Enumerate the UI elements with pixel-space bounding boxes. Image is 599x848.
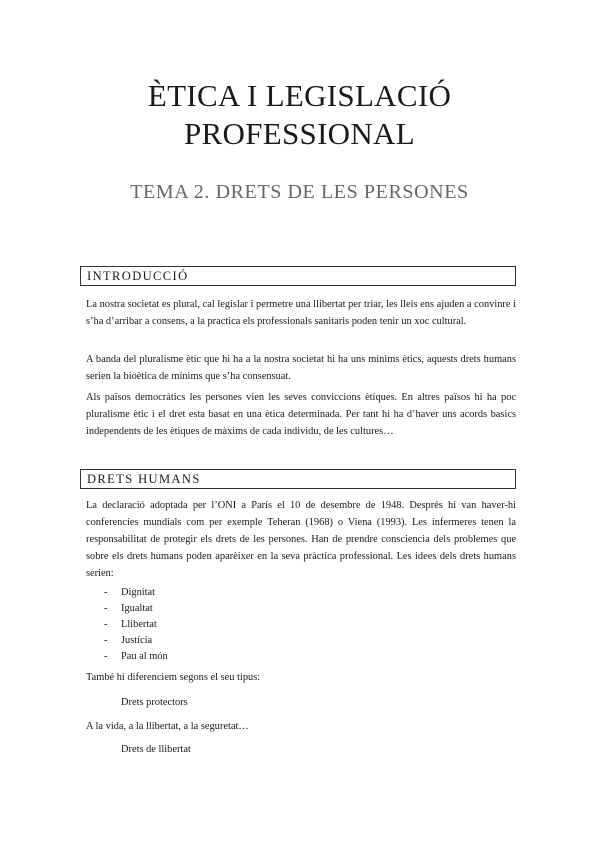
- section-heading-introduccio: INTRODUCCIÓ: [80, 266, 516, 286]
- list-item-label: Pau al món: [121, 651, 168, 662]
- bullet-dash: -: [104, 651, 108, 662]
- bullet-dash: -: [104, 587, 108, 598]
- types-intro: També hi diferenciem segons el seu tipus:: [86, 672, 261, 683]
- list-item-label: Dignitat: [121, 587, 156, 598]
- document-title-line2: PROFESSIONAL: [184, 116, 415, 151]
- bullet-dash: -: [104, 619, 108, 630]
- document-subtitle: TEMA 2. DRETS DE LES PERSONES: [130, 181, 469, 203]
- bullet-dash: -: [104, 635, 108, 646]
- list-item: [104, 649, 168, 665]
- list-item: [104, 617, 168, 633]
- section-heading-drets-humans: DRETS HUMANS: [80, 469, 516, 489]
- type-protective-rights: Drets protectors: [121, 697, 188, 708]
- intro-paragraph-3: Als països democràtics les persones vien les seves conviccions ètiques. En altres països hi ha poc pluralisme ètic i el dret esta basat en una ètica determinada. Per tant hi ha d’haver uns acords basics independents de les ètiques de màxims de cada individu, de les cultures…: [86, 392, 516, 437]
- bullet-dash: -: [104, 603, 108, 614]
- list-item: [104, 633, 168, 649]
- list-item-label: Justícia: [121, 635, 153, 646]
- list-item-label: Llibertat: [121, 619, 157, 630]
- rights-paragraph: La declaració adoptada per l’ONI a París el 10 de desembre de 1948. Després hi van haver-hi conferencies mundials com per exemple Teheran (1968) o Viena (1993). Les infermeres tenen la responsabilitat de protegir els drets de les persones. Han de prendre consciencia dels problemes que sobre els drets humans poden aparèixer en la seva pràctica professional. Les idees dels drets humans serien:: [86, 500, 516, 579]
- intro-paragraph-2: A banda del pluralisme ètic que hi ha a la nostra societat hi ha uns mínims ètics, aquests drets humans serien la bioètica de mínims que s’ha consensuat.: [86, 354, 516, 382]
- list-item: [104, 585, 168, 601]
- intro-paragraph-1: La nostra societat es plural, cal legislar i permetre una llibertat per triar, les lleis ens ajuden a convinre i s’ha d’arribar a consens, a la practica els professionals sanitaris poden tenir un xoc cultural.: [86, 299, 516, 327]
- type-freedom-rights: Drets de llibertat: [121, 744, 191, 755]
- list-item-label: Igualtat: [121, 603, 153, 614]
- type-protective-description: A la vida, a la llibertat, a la seguretat…: [86, 721, 249, 732]
- document-title-line1: ÈTICA I LEGISLACIÓ: [147, 78, 452, 113]
- rights-list: [104, 585, 168, 665]
- list-item: [104, 601, 168, 617]
